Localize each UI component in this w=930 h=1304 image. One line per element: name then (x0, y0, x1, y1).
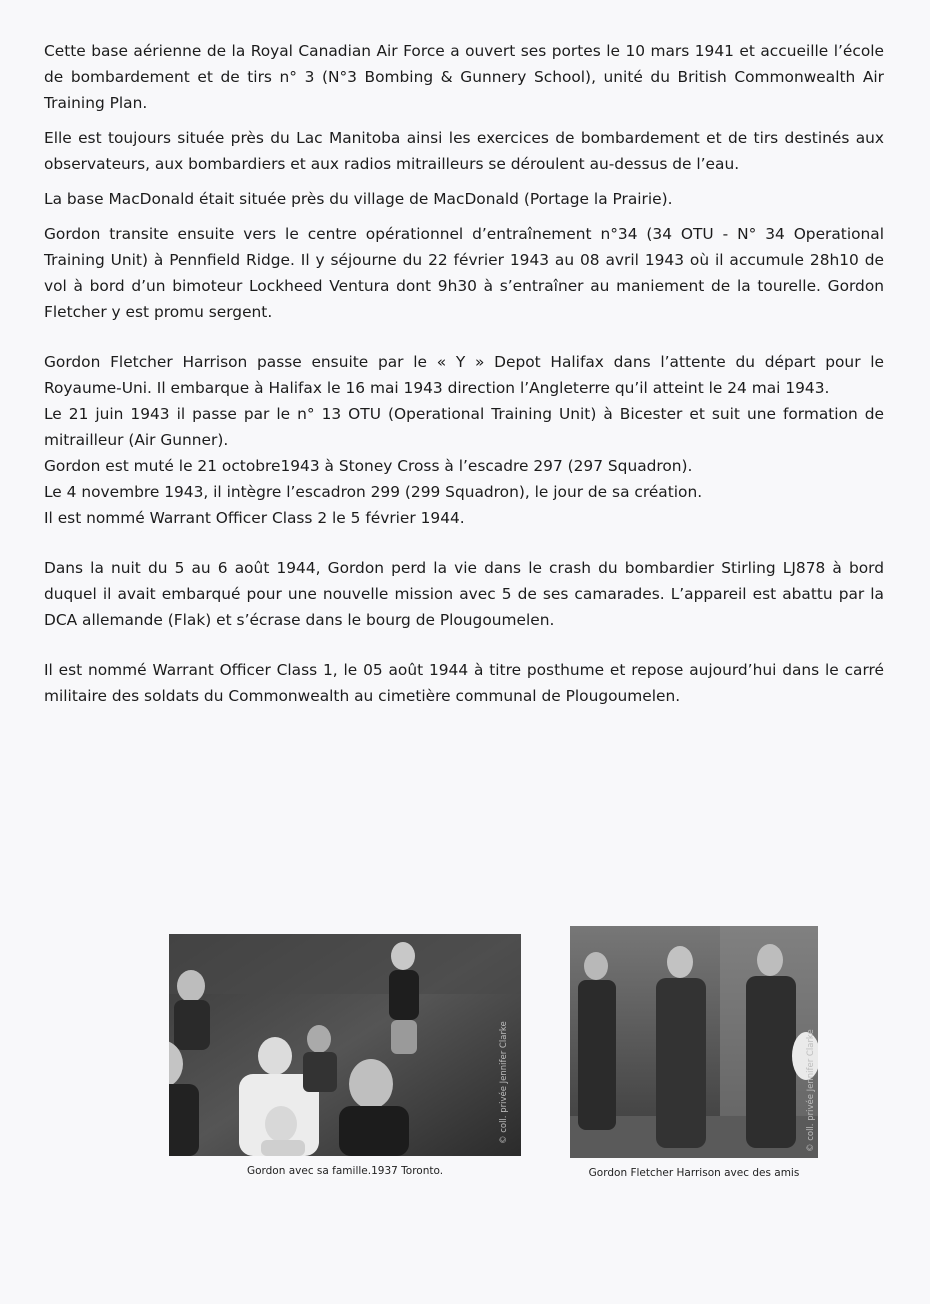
paragraph-stoney-cross: Gordon est muté le 21 octobre1943 à Stoney Cross à l’escadre 297 (297 Squadron). (44, 457, 693, 475)
friends-photo (570, 926, 818, 1158)
paragraph-base-opening: Cette base aérienne de la Royal Canadian Air Force a ouvert ses portes le 10 mars 1941 et accueille l’école de bombardement et de tirs n° 3 (N°3 Bombing & Gunnery School), unité du British Commonwealth Air Training Plan. (44, 42, 884, 112)
photo-credit-right: © coll. privée Jennifer Clarke (806, 1029, 816, 1152)
body-text (44, 38, 884, 718)
paragraph-macdonald: La base MacDonald était située près du village de MacDonald (Portage la Prairie). (44, 190, 673, 208)
paragraph-lac-manitoba: Elle est toujours située près du Lac Manitoba ainsi les exercices de bombardement et de tirs destinés aux observateurs, aux bombardiers et aux radios mitrailleurs se déroulent au-dessus de l’eau. (44, 129, 884, 173)
family-photo (169, 934, 521, 1156)
paragraph-pennfield-ridge: Gordon transite ensuite vers le centre opérationnel d’entraînement n°34 (34 OTU - N° 34 Operational Training Unit) à Pennfield Ridge. Il y séjourne du 22 février 1943 au 08 avril 1943 où il accumule 28h10 de vol à bord d’un bimoteur Lockheed Ventura dont 9h30 à s’entraîner au maniement de la tourelle. Gordon Fletcher y est promu sergent. (44, 225, 884, 321)
friends-photo-caption: Gordon Fletcher Harrison avec des amis (588, 1167, 800, 1179)
paragraph-halifax: Gordon Fletcher Harrison passe ensuite par le « Y » Depot Halifax dans l’attente du départ pour le Royaume-Uni. Il embarque à Halifax le 16 mai 1943 direction l’Angleterre qu’il atteint le 24 mai 1943. (44, 353, 884, 397)
paragraph-warrant-officer-2: Il est nommé Warrant Officer Class 2 le 5 février 1944. (44, 509, 465, 527)
family-photo-image (169, 934, 521, 1156)
paragraph-299-squadron: Le 4 novembre 1943, il intègre l’escadron 299 (299 Squadron), le jour de sa création. (44, 483, 703, 501)
photo-credit-left: © coll. privée Jennifer Clarke (499, 1021, 509, 1144)
paragraph-crash: Dans la nuit du 5 au 6 août 1944, Gordon perd la vie dans le crash du bombardier Stirling LJ878 à bord duquel il avait embarqué pour une nouvelle mission avec 5 de ses camarades. L’appareil est abattu par la DCA allemande (Flak) et s’écrase dans le bourg de Plougoumelen. (44, 559, 884, 629)
family-photo-caption: Gordon avec sa famille.1937 Toronto. (246, 1165, 444, 1177)
paragraph-bicester: Le 21 juin 1943 il passe par le n° 13 OTU (Operational Training Unit) à Bicester et suit une formation de mitrailleur (Air Gunner). (44, 405, 884, 449)
paragraph-posthumous: Il est nommé Warrant Officer Class 1, le 05 août 1944 à titre posthume et repose aujourd’hui dans le carré militaire des soldats du Commonwealth au cimetière communal de Plougoumelen. (44, 661, 884, 705)
friends-photo-image (570, 926, 818, 1158)
